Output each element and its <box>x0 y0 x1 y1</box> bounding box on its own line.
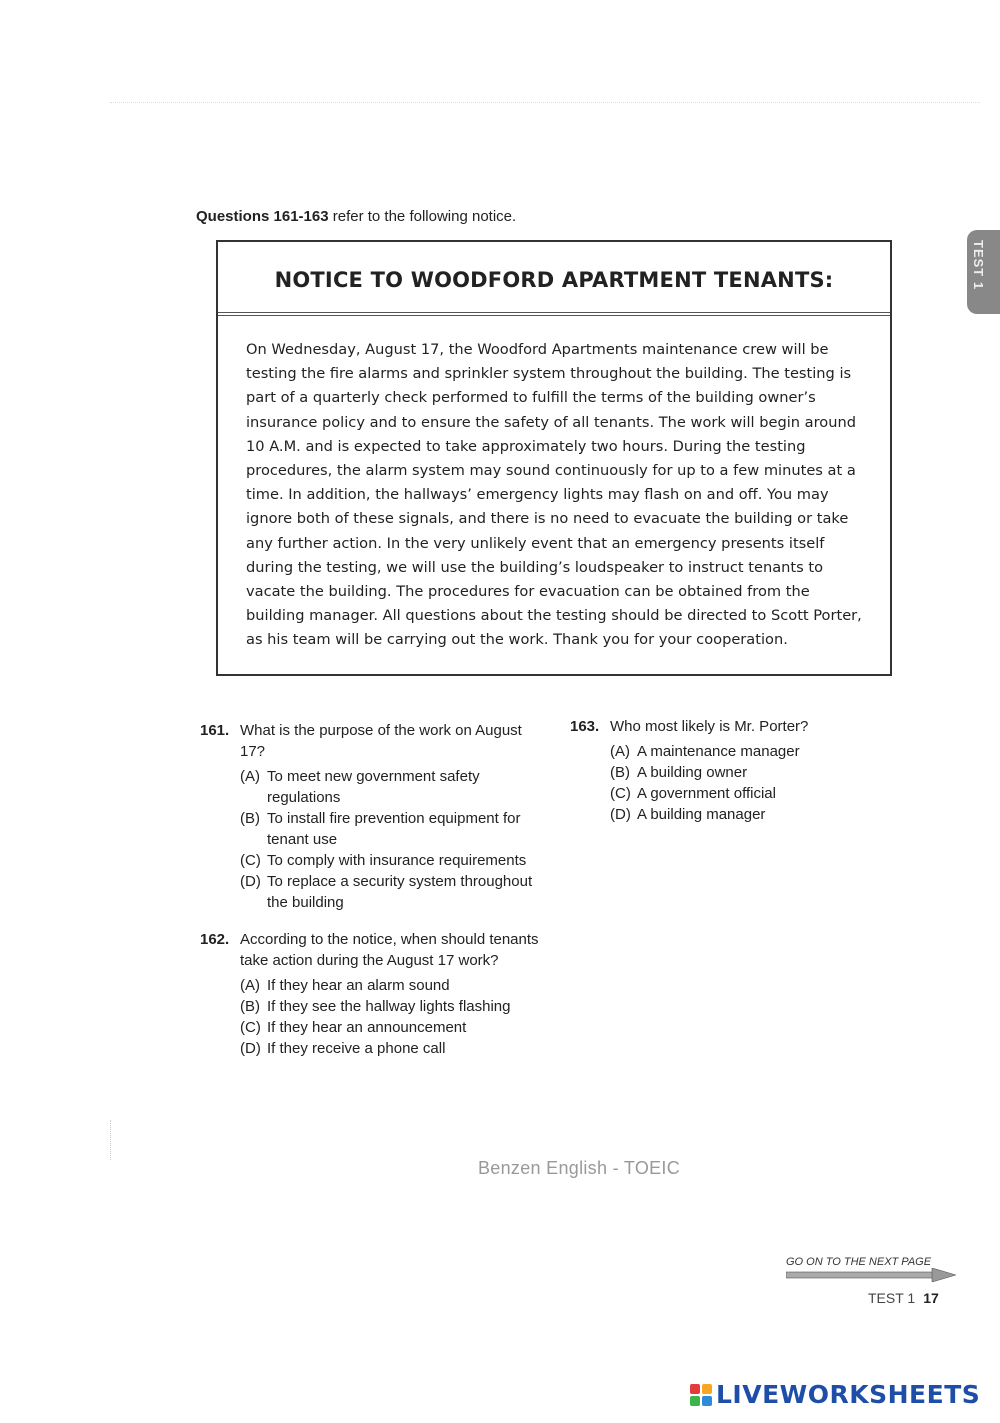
footer-test-label: TEST 1 <box>868 1290 916 1306</box>
option-letter: (B) <box>240 998 260 1015</box>
option-letter: (D) <box>240 873 261 890</box>
answer-option[interactable] <box>240 975 550 996</box>
question-161 <box>200 720 550 913</box>
notice-title: NOTICE TO WOODFORD APARTMENT TENANTS: <box>274 268 834 292</box>
option-text: If they hear an alarm sound <box>267 977 450 994</box>
question-text: Who most likely is Mr. Porter? <box>610 718 809 735</box>
option-letter: (D) <box>610 806 631 823</box>
answer-option[interactable] <box>240 766 550 808</box>
question-162 <box>200 929 550 1059</box>
question-text: What is the purpose of the work on August 17? <box>240 722 522 760</box>
answer-option[interactable] <box>240 1038 550 1059</box>
option-text: A government official <box>637 785 776 802</box>
liveworksheets-grid-icon <box>690 1384 712 1406</box>
option-letter: (C) <box>610 785 631 802</box>
option-text: If they hear an announcement <box>267 1019 467 1036</box>
scan-artifact-line <box>110 102 980 103</box>
option-text: If they receive a phone call <box>267 1040 446 1057</box>
option-text: To meet new government safety regulations <box>267 768 480 806</box>
questions-intro <box>196 208 516 225</box>
notice-body: On Wednesday, August 17, the Woodford Apartments maintenance crew will be testing the fire alarms and sprinkler system throughout the building. The testing is part of a quarterly check performed to fulfill the terms of the building owner’s insurance policy and to ensure the safety of all tenants. The work will begin around 10 A.M. and is expected to take approximately two hours. During the testing procedures, the alarm system may sound continuously for up to a few minutes at a time. In addition, the hallways’ emergency lights may flash on and off. You may ignore both of these signals, and there is no need to evacuate the building or take any further action. In the very unlikely event that an emergency presents itself during the testing, we will use the building’s loudspeaker to instruct tenants to vacate the building. The procedures for evacuation can be obtained from the building manager. All questions about the testing should be directed to Scott Porter, as his team will be carrying out the work. Thank you for your cooperation. <box>246 341 862 649</box>
notice-header <box>218 242 890 316</box>
option-letter: (A) <box>240 977 260 994</box>
option-text: If they see the hallway lights flashing <box>267 998 511 1015</box>
questions-column-left <box>200 720 550 1075</box>
answer-option[interactable] <box>610 804 890 825</box>
questions-column-right <box>570 716 890 841</box>
option-text: To replace a security system throughout the building <box>267 873 533 911</box>
answer-option[interactable] <box>240 808 550 850</box>
option-letter: (B) <box>610 764 630 781</box>
watermark: Benzen English - TOEIC <box>478 1158 681 1178</box>
answer-option[interactable] <box>240 996 550 1017</box>
notice-box <box>216 240 892 676</box>
liveworksheets-logo[interactable] <box>690 1380 980 1409</box>
page-number: 17 <box>923 1290 939 1306</box>
page-footer <box>868 1290 939 1306</box>
scan-artifact-margin <box>110 1120 111 1160</box>
question-163 <box>570 716 890 825</box>
question-number: 163. <box>570 718 600 735</box>
liveworksheets-wordmark: LIVEWORKSHEETS <box>716 1380 981 1409</box>
questions-range: Questions 161-163 <box>196 208 329 225</box>
side-tab-label: TEST 1 <box>971 240 986 291</box>
question-text: According to the notice, when should tenants take action during the August 17 work? <box>240 931 539 969</box>
option-text: A maintenance manager <box>637 743 800 760</box>
option-letter: (B) <box>240 810 260 827</box>
answer-option[interactable] <box>240 850 550 871</box>
next-page-label: GO ON TO THE NEXT PAGE <box>786 1256 932 1268</box>
option-text: To install fire prevention equipment for tenant use <box>267 810 521 848</box>
option-letter: (C) <box>240 852 261 869</box>
side-tab <box>967 230 1000 314</box>
option-text: A building owner <box>637 764 748 781</box>
answer-option[interactable] <box>610 741 890 762</box>
option-text: A building manager <box>637 806 766 823</box>
questions-intro-text: refer to the following notice. <box>332 208 517 225</box>
option-text: To comply with insurance requirements <box>267 852 527 869</box>
answer-option[interactable] <box>240 1017 550 1038</box>
question-number: 161. <box>200 722 230 739</box>
answer-option[interactable] <box>610 762 890 783</box>
option-letter: (A) <box>240 768 260 785</box>
question-number: 162. <box>200 931 230 948</box>
answer-option[interactable] <box>610 783 890 804</box>
option-letter: (C) <box>240 1019 261 1036</box>
next-page-arrow-icon <box>786 1268 956 1282</box>
answer-option[interactable] <box>240 871 550 913</box>
option-letter: (D) <box>240 1040 261 1057</box>
option-letter: (A) <box>610 743 630 760</box>
